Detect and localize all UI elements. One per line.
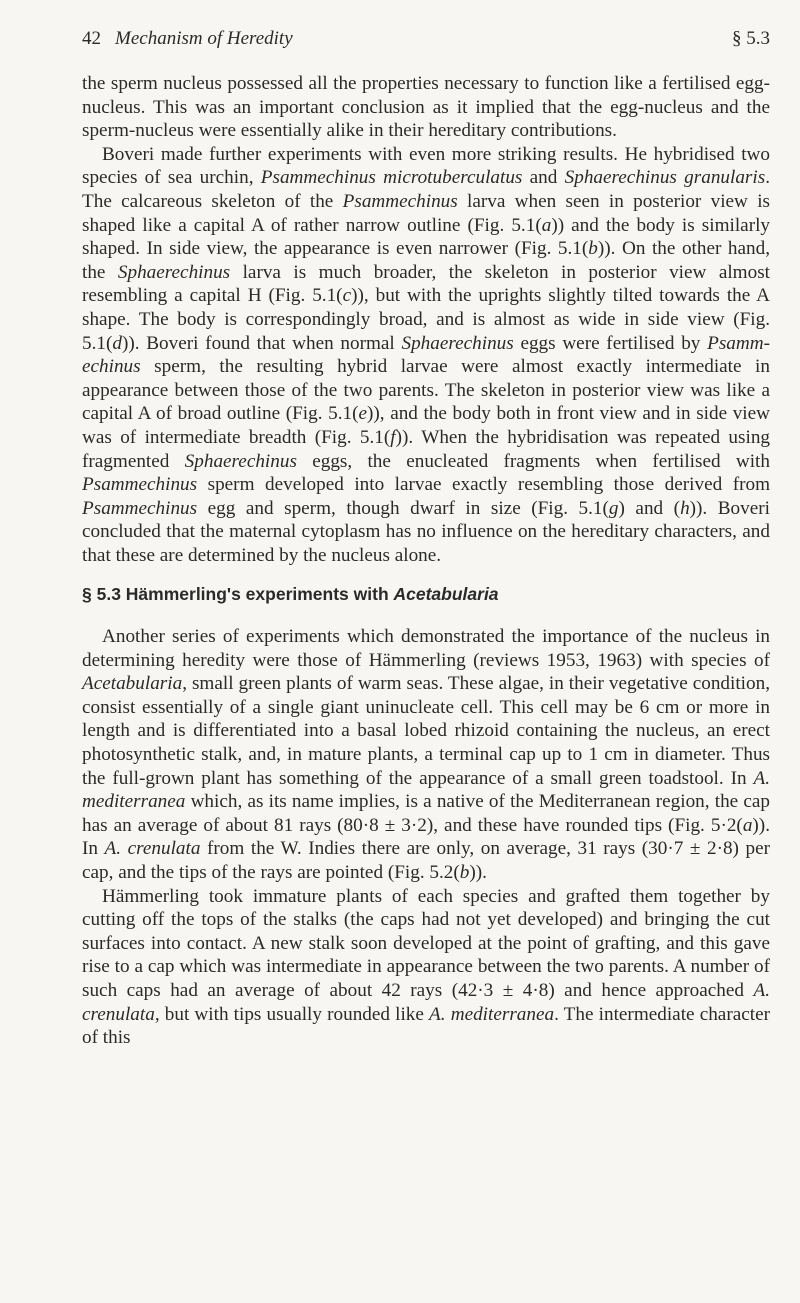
running-head	[82, 28, 770, 50]
section-marker: § 5.3	[732, 28, 770, 49]
paragraph-continuation: the sperm nucleus possessed all the properties necessary to function like a fertilised egg-nucleus. This was an important conclusion as it implied that the egg-nucleus and the sperm-nucleus were essentially alike in their hereditary contributions.	[82, 73, 770, 142]
section-heading: § 5.3 Hämmerling's experiments with Acetabularia	[82, 584, 499, 605]
paragraph-grafting: Hämmerling took immature plants of each species and grafted them together by cutting off the tops of the stalks (the caps had not yet developed) and bringing the cut surfaces into contact. A new stalk soon developed at the point of grafting, and this gave rise to a cap which was intermediate in appearance between the two parents. A number of such caps had an average of about 42 rays (42·3 ± 4·8) and hence approached A. crenulata, but with tips usually rounded like A. mediterranea. The intermediate character of this	[82, 885, 770, 1049]
paragraph-boveri: Boveri made further experiments with even more striking results. He hybridised two species of sea urchin, Psammechinus microtuberculatus and Sphaerechinus granularis. The calcareous skeleton of the Psammechinus larva when seen in posterior view is shaped like a capital A of rather narrow outline (Fig. 5.1(a)) and the body is similarly shaped. In side view, the appearance is even narrower (Fig. 5.1(b)). On the other hand, the Sphaerechinus larva is much broader, the skeleton in posterior view almost resembling a capital H (Fig. 5.1(c)), but with the uprights slightly tilted towards the A shape. The body is correspondingly broad, and is almost as wide in side view (Fig. 5.1(d)). Boveri found that when normal Sphaerechinus eggs were fertilised by Psamm-echinus sperm, the resulting hybrid larvae were almost exactly intermediate in appearance between those of the two parents. The skeleton in posterior view was like a capital A of broad outline (Fig. 5.1(e)), and the body both in front view and in side view was of intermediate breadth (Fig. 5.1(f)). When the hybridisation was repeated using fragmented Sphaerechinus eggs, the enucleated fragments when fertilised with Psammechinus sperm developed into larvae exactly resembling those derived from Psammechinus egg and sperm, though dwarf in size (Fig. 5.1(g) and (h)). Boveri concluded that the maternal cytoplasm has no influence on the hereditary characters, and that these are determined by the nucleus alone.	[82, 143, 771, 566]
page-number: 42	[82, 28, 101, 49]
paragraph-hammerling-intro: Another series of experiments which demonstrated the importance of the nucleus in determining heredity were those of Hämmerling (reviews 1953, 1963) with species of Acetabularia, small green plants of warm seas. These algae, in their vegetative condition, consist essentially of a single giant uninucleate cell. This cell may be 6 cm or more in length and is differentiated into a basal lobed rhizoid containing the nucleus, an erect photosynthetic stalk, and, in mature plants, a terminal cap up to 1 cm in diameter. Thus the full-grown plant has something of the appearance of a small green toadstool. In A. mediterranea which, as its name implies, is a native of the Mediterranean region, the cap has an average of about 81 rays (80·8 ± 3·2), and these have rounded tips (Fig. 5·2(a)). In A. crenulata from the W. Indies there are only, on average, 31 rays (30·7 ± 2·8) per cap, and the tips of the rays are pointed (Fig. 5.2(b)).	[82, 626, 771, 883]
running-title: Mechanism of Heredity	[115, 28, 293, 49]
body-text	[82, 72, 770, 1050]
